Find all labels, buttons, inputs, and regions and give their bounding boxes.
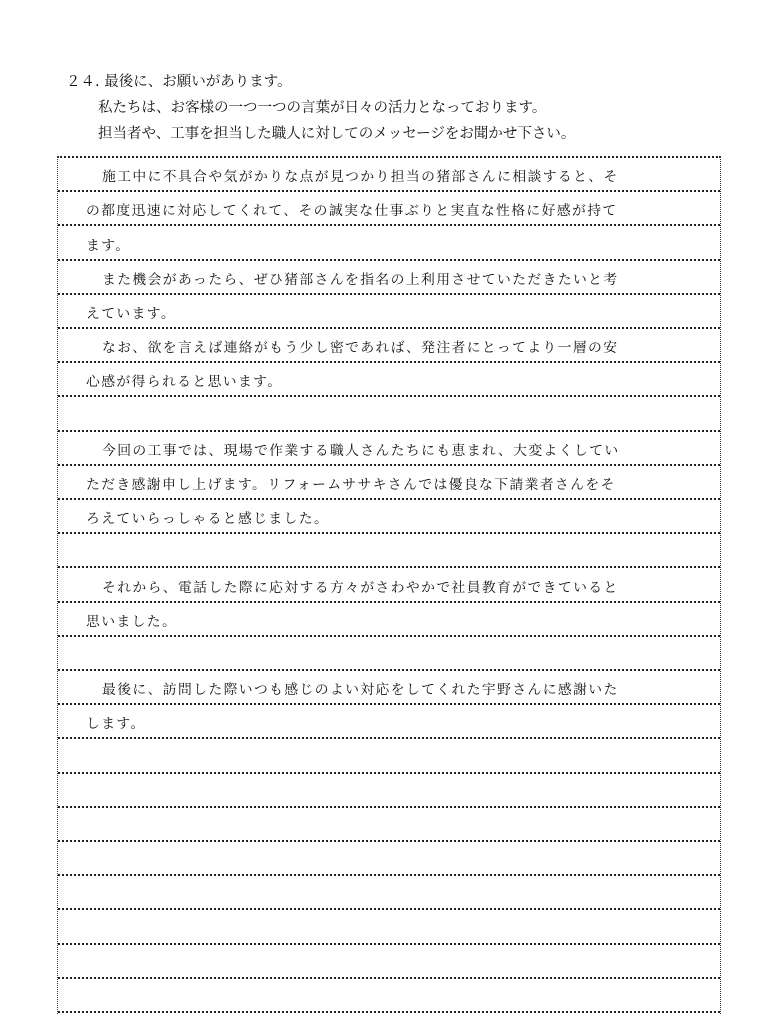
- answer-line-text: します。: [86, 716, 146, 733]
- answer-line: [58, 945, 720, 979]
- answer-line: [58, 363, 720, 397]
- answer-line: [58, 568, 720, 602]
- answer-line: [58, 808, 720, 842]
- answer-line-text: また機会があったら、ぜひ猪部さんを指名の上利用させていただきたいと考: [102, 271, 619, 288]
- answer-line-text: ただき感謝申し上げます。リフォームササキさんでは優良な下請業者さんをそ: [86, 476, 616, 493]
- answer-line-text: の都度迅速に対応してくれて、その誠実な仕事ぶりと実直な性格に好感が持て: [86, 203, 618, 220]
- answer-line: [58, 739, 720, 773]
- answer-line: [58, 158, 720, 192]
- answer-line: [58, 329, 720, 363]
- answer-line-text: 施工中に不具合や気がかりな点が見つかり担当の猪部さんに相談すると、そ: [102, 169, 619, 186]
- question-intro-text: 私たちは、お客様の一つ一つの言葉が日々の活力となっております。: [98, 100, 547, 116]
- answer-line: [58, 500, 720, 534]
- answer-line: [58, 226, 720, 260]
- answer-line: [58, 261, 720, 295]
- handwritten-answer-sheet: [57, 156, 721, 1014]
- answer-line: [58, 876, 720, 910]
- answer-line-text: 思いました。: [86, 613, 178, 630]
- answer-line-text: 今回の工事では、現場で作業する職人さんたちにも恵まれ、大変よくしてい: [102, 442, 620, 459]
- answer-line: [58, 842, 720, 876]
- answer-line-text: それから、電話した際に応対する方々がさわやかで社員教育ができていると: [102, 579, 619, 596]
- answer-line: [58, 910, 720, 944]
- answer-line: [58, 671, 720, 705]
- question-title: 最後に、お願いがあります。: [104, 74, 292, 90]
- answer-line-text: えています。: [86, 305, 177, 322]
- answer-line-text: 心感が得られると思います。: [86, 374, 283, 391]
- answer-line: [58, 603, 720, 637]
- question-prompt-text: 担当者や、工事を担当した職人に対してのメッセージをお聞かせ下さい。: [98, 126, 576, 142]
- answer-line: [58, 979, 720, 1013]
- answer-line: [58, 534, 720, 568]
- question-number: ２４.: [66, 74, 100, 90]
- answer-line: [58, 432, 720, 466]
- answer-line: [58, 397, 720, 431]
- answer-line: [58, 295, 720, 329]
- answer-line: [58, 637, 720, 671]
- answer-line-text: ろえていらっしゃると感じました。: [86, 511, 330, 528]
- question-title-line: [66, 72, 292, 92]
- answer-line-text: ます。: [86, 237, 131, 254]
- answer-line-text: 最後に、訪問した際いつも感じのよい対応をしてくれた宇野さんに感謝いた: [102, 682, 619, 699]
- answer-line: [58, 466, 720, 500]
- answer-line: [58, 774, 720, 808]
- answer-line: [58, 192, 720, 226]
- answer-line: [58, 705, 720, 739]
- answer-line-text: なお、欲を言えば連絡がもう少し密であれば、発注者にとってより一層の安: [102, 340, 619, 357]
